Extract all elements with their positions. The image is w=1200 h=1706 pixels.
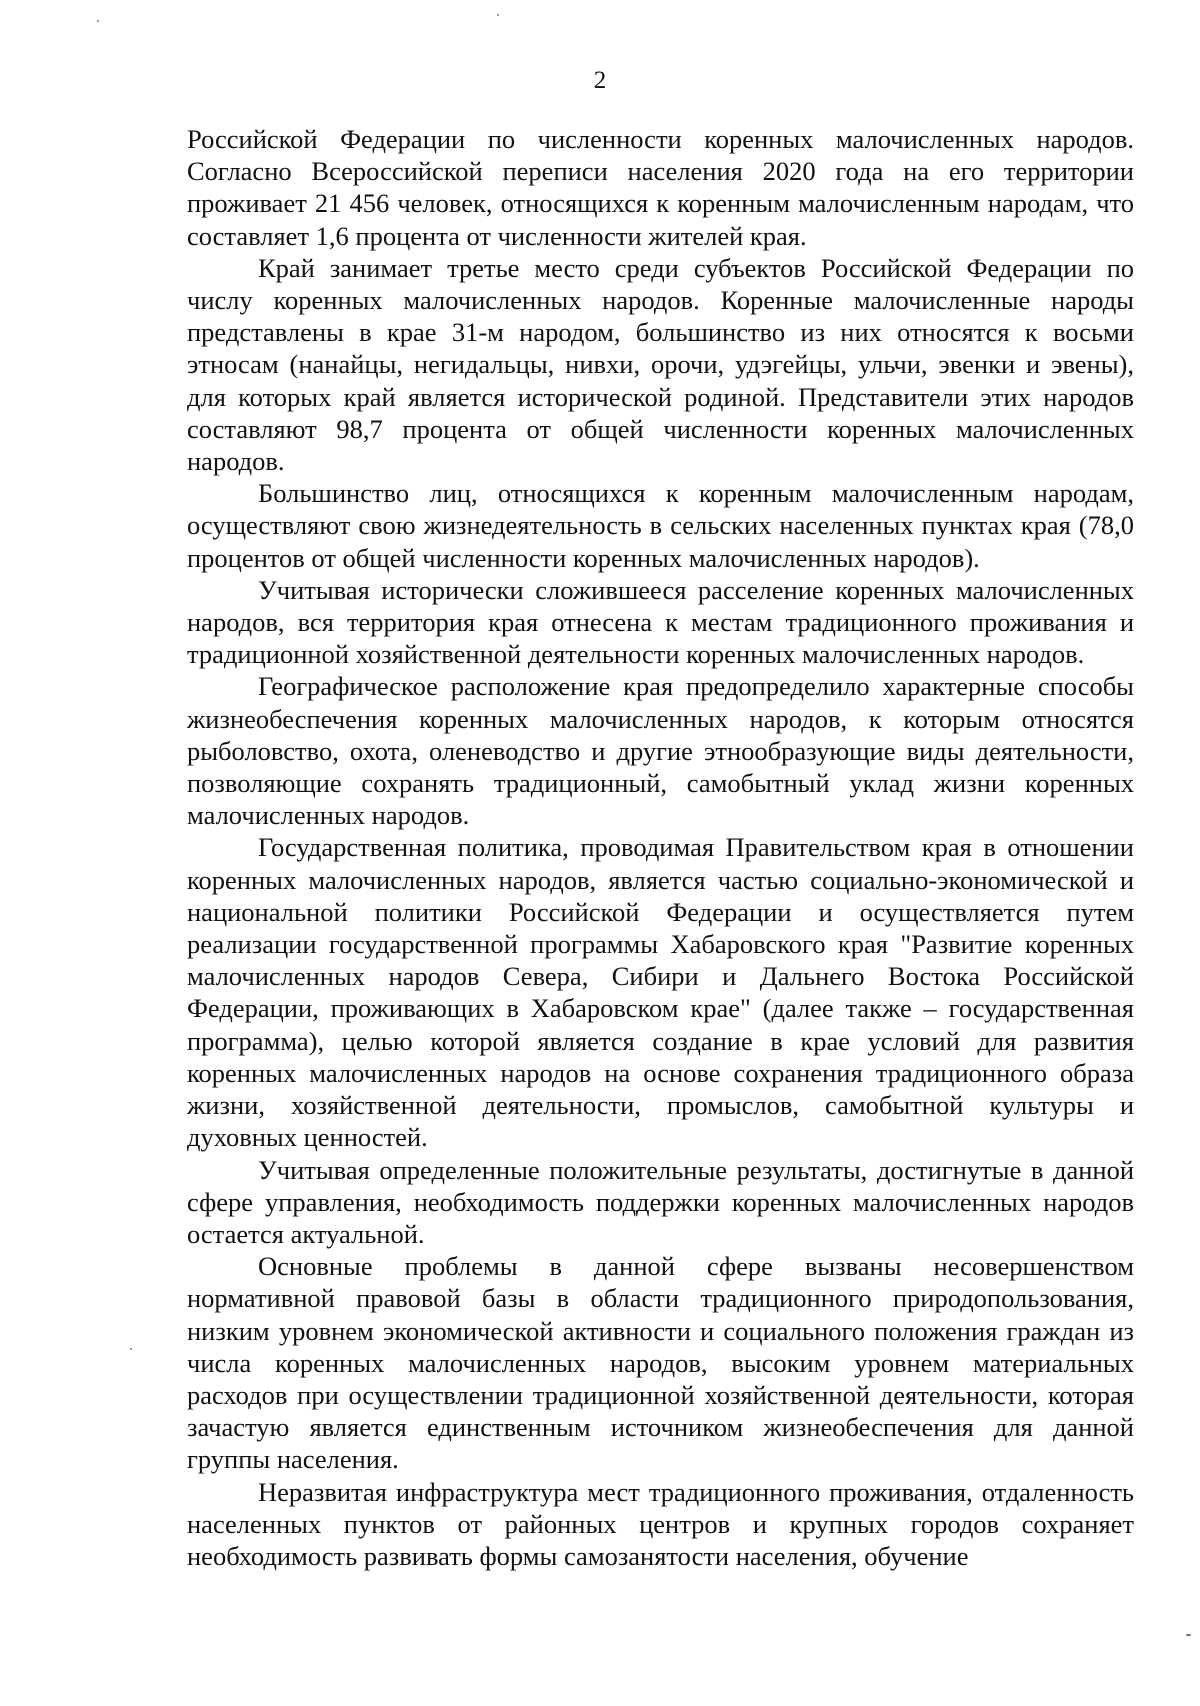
paragraph: Государственная политика, проводимая Правительством края в отношении коренных малочисленных народов, является частью социально-экономической и национальной политики Российской Федерации и осуществляется путем реализации государственной программы Хабаровского края "Развитие коренных малочисленных народов Севера, Сибири и Дальнего Востока Российской Федерации, проживающих в Хабаровском крае" (далее также – государственная программа), целью которой является создание в крае условий для развития коренных малочисленных народов на основе сохранения традиционного образа жизни, хозяйственной деятельности, промыслов, самобытной культуры и духовных ценностей. — [187, 832, 1134, 1153]
paragraph: Географическое расположение края предопределило характерные способы жизнеобеспечения коренных малочисленных народов, к которым относятся рыболовство, охота, оленеводство и другие этнообразующие виды деятельности, позволяющие сохранять традиционный, самобытный уклад жизни коренных малочисленных народов. — [187, 671, 1134, 831]
scan-speck — [1186, 1634, 1191, 1636]
scan-speck — [497, 14, 499, 16]
paragraph: Российской Федерации по численности коренных малочисленных народов. Согласно Всероссийской переписи населения 2020 года на его территории проживает 21 456 человек, относящихся к коренным малочисленным народам, что составляет 1,6 процента от численности жителей края. — [187, 124, 1134, 251]
paragraph: Неразвитая инфраструктура мест традиционного проживания, отдаленность населенных пунктов от районных центров и крупных городов сохраняет необходимость развивать формы самозанятости населения, обучение — [187, 1476, 1134, 1571]
paragraph: Основные проблемы в данной сфере вызваны несовершенством нормативной правовой базы в области традиционного природопользования, низким уровнем экономической активности и социального положения граждан из числа коренных малочисленных народов, высоким уровнем материальных расходов при осуществлении традиционной хозяйственной деятельности, которая зачастую является единственным источником жизнеобеспечения для данной группы населения. — [187, 1251, 1134, 1475]
paragraph: Край занимает третье место среди субъектов Российской Федерации по числу коренных малочисленных народов. Коренные малочисленные народы представлены в крае 31-м народом, большинство из них относятся к восьми этносам (нанайцы, негидальцы, нивхи, орочи, удэгейцы, ульчи, эвенки и эвены), для которых край является исторической родиной. Представители этих народов составляют 98,7 процента от общей численности коренных малочисленных народов. — [187, 252, 1134, 477]
scan-speck — [130, 1348, 132, 1350]
paragraph: Большинство лиц, относящихся к коренным малочисленным народам, осуществляют свою жизнедеятельность в сельских населенных пунктах края (78,0 процентов от общей численности коренных малочисленных народов). — [187, 478, 1134, 573]
body-text — [187, 123, 1134, 1572]
paragraph: Учитывая определенные положительные результаты, достигнутые в данной сфере управления, необходимость поддержки коренных малочисленных народов остается актуальной. — [187, 1154, 1134, 1249]
scan-speck — [97, 20, 99, 22]
page-number: 2 — [593, 67, 607, 94]
paragraph: Учитывая исторически сложившееся расселение коренных малочисленных народов, вся территория края отнесена к местам традиционного проживания и традиционной хозяйственной деятельности коренных малочисленных народов. — [187, 574, 1134, 670]
